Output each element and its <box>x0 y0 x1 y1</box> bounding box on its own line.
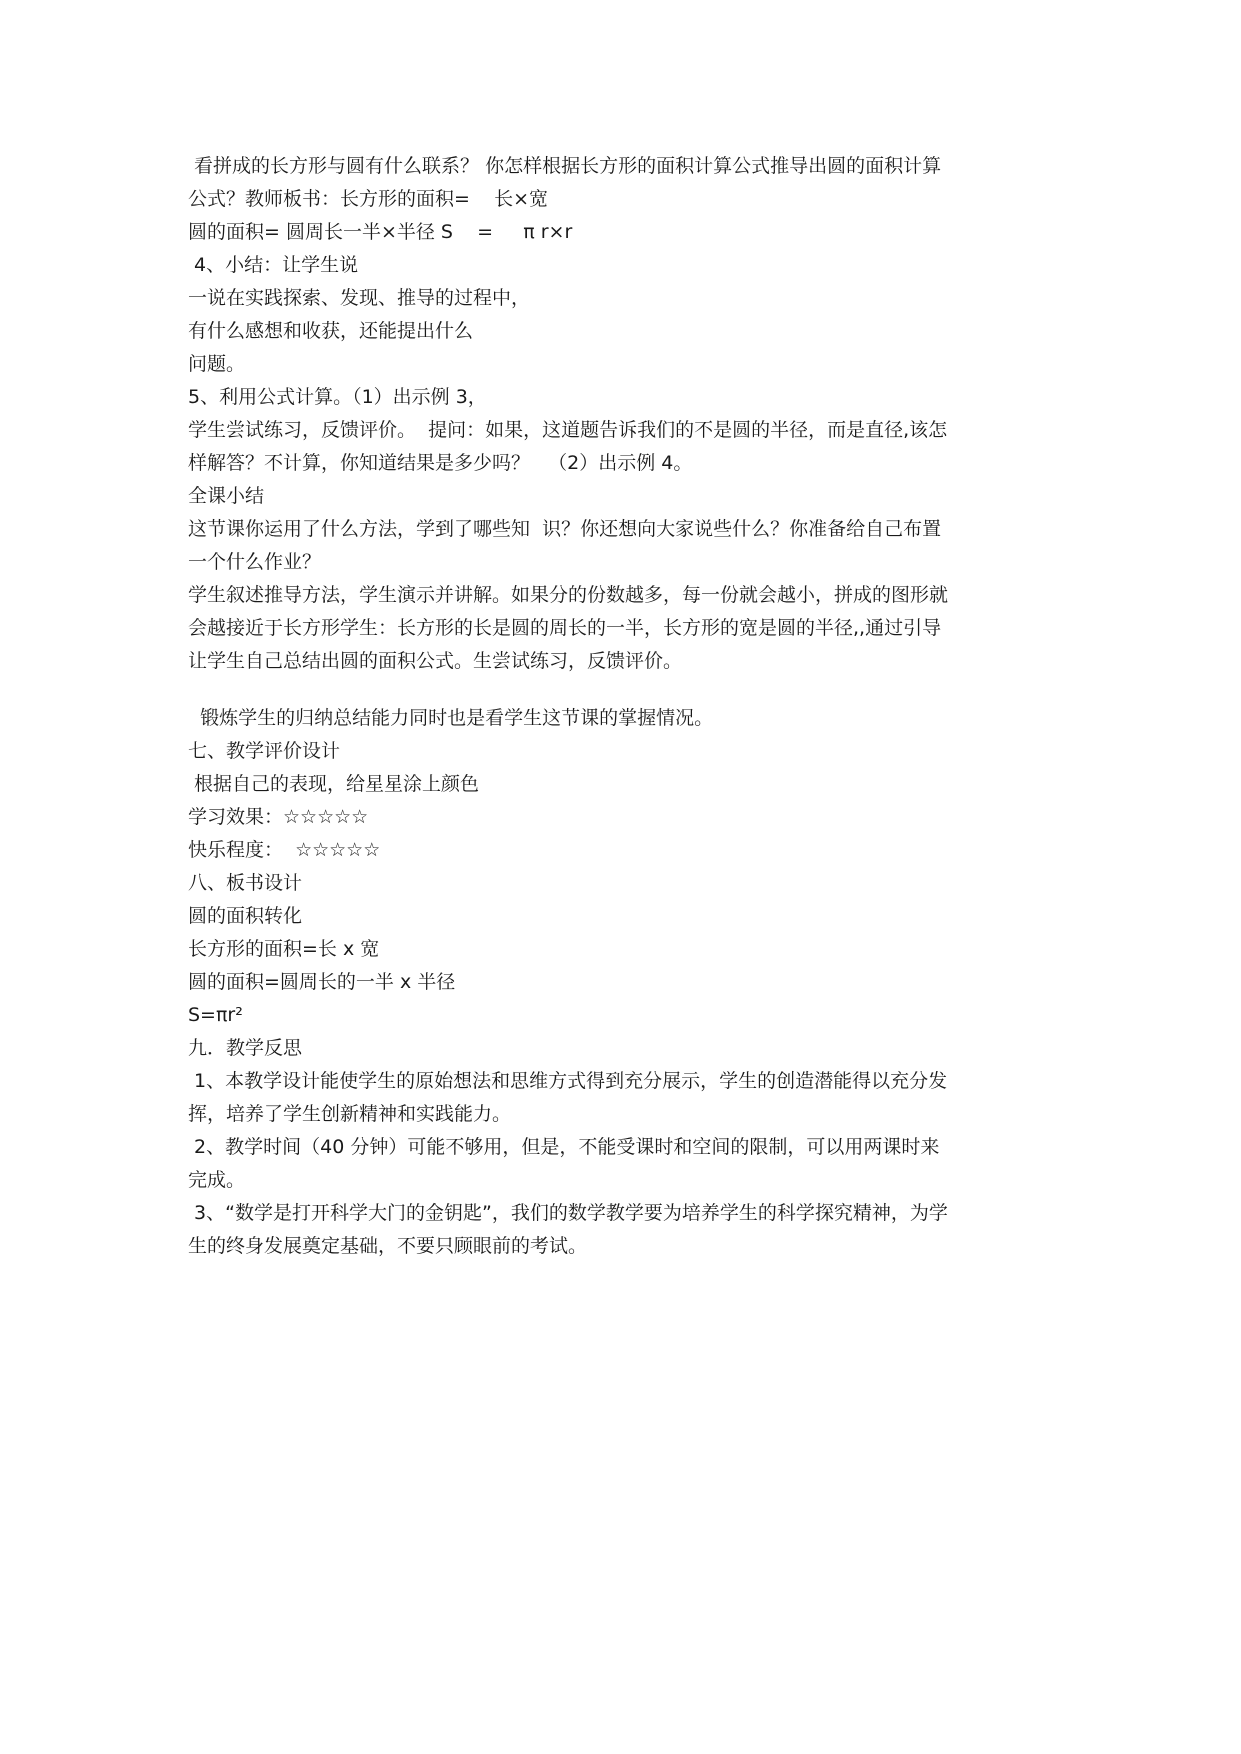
paragraph-gap <box>188 678 1058 702</box>
text-line: 挥，培养了学生创新精神和实践能力。 <box>188 1103 512 1125</box>
text-line: 看拼成的长方形与圆有什么联系？ 你怎样根据长方形的面积计算公式推导出圆的面积计算 <box>188 155 942 177</box>
text-line: 1、本教学设计能使学生的原始想法和思维方式得到充分展示，学生的创造潜能得以充分发 <box>188 1070 948 1092</box>
formula-line: S=πr² <box>188 1004 243 1026</box>
document-body <box>188 150 1058 1263</box>
formula-line: 长方形的面积=长 x 宽 <box>188 938 380 960</box>
text-line: 学生尝试练习，反馈评价。 提问：如果，这道题告诉我们的不是圆的半径，而是直径,该怎 <box>188 419 948 441</box>
text-line: 圆的面积转化 <box>188 905 303 927</box>
text-line: 锻炼学生的归纳总结能力同时也是看学生这节课的掌握情况。 <box>188 707 714 729</box>
text-line: 5、利用公式计算。（1）出示例 3， <box>188 386 487 408</box>
text-line: 一个什么作业？ <box>188 551 322 573</box>
text-line: 让学生自己总结出圆的面积公式。生尝试练习，反馈评价。 <box>188 650 683 672</box>
text-line: 样解答？不计算，你知道结果是多少吗？ （2）出示例 4。 <box>188 452 693 474</box>
text-line: 3、“数学是打开科学大门的金钥匙”，我们的数学教学要为培养学生的科学探究精神，为学 <box>188 1202 948 1224</box>
text-line: 问题。 <box>188 353 246 375</box>
section-heading: 全课小结 <box>188 485 265 507</box>
formula-line: 圆的面积=圆周长的一半 x 半径 <box>188 971 456 993</box>
section-heading: 七、教学评价设计 <box>188 740 341 762</box>
text-line: 生的终身发展奠定基础，不要只顾眼前的考试。 <box>188 1235 588 1257</box>
rating-line: 学习效果：☆☆☆☆☆ <box>188 806 369 828</box>
text-line: 圆的面积= 圆周长一半×半径 S = π r×r <box>188 221 573 243</box>
text-line: 完成。 <box>188 1169 246 1191</box>
section-heading: 九．教学反思 <box>188 1037 303 1059</box>
text-line: 2、教学时间（40 分钟）可能不够用，但是，不能受课时和空间的限制，可以用两课时来 <box>188 1136 940 1158</box>
text-line: 学生叙述推导方法，学生演示并讲解。如果分的份数越多，每一份就会越小，拼成的图形就 <box>188 584 949 606</box>
section-heading: 八、板书设计 <box>188 872 303 894</box>
text-line: 4、小结：让学生说 <box>188 254 359 276</box>
text-line: 一说在实践探索、发现、推导的过程中， <box>188 287 531 309</box>
text-line: 有什么感想和收获，还能提出什么 <box>188 320 474 342</box>
rating-line: 快乐程度： ☆☆☆☆☆ <box>188 839 381 861</box>
text-line: 这节课你运用了什么方法，学到了哪些知 识？你还想向大家说些什么？你准备给自己布置 <box>188 518 942 540</box>
text-line: 根据自己的表现，给星星涂上颜色 <box>188 773 480 795</box>
text-line: 公式？教师板书：长方形的面积= 长×宽 <box>188 188 548 210</box>
text-line: 会越接近于长方形学生：长方形的长是圆的周长的一半，长方形的宽是圆的半径,,通过引导 <box>188 617 942 639</box>
